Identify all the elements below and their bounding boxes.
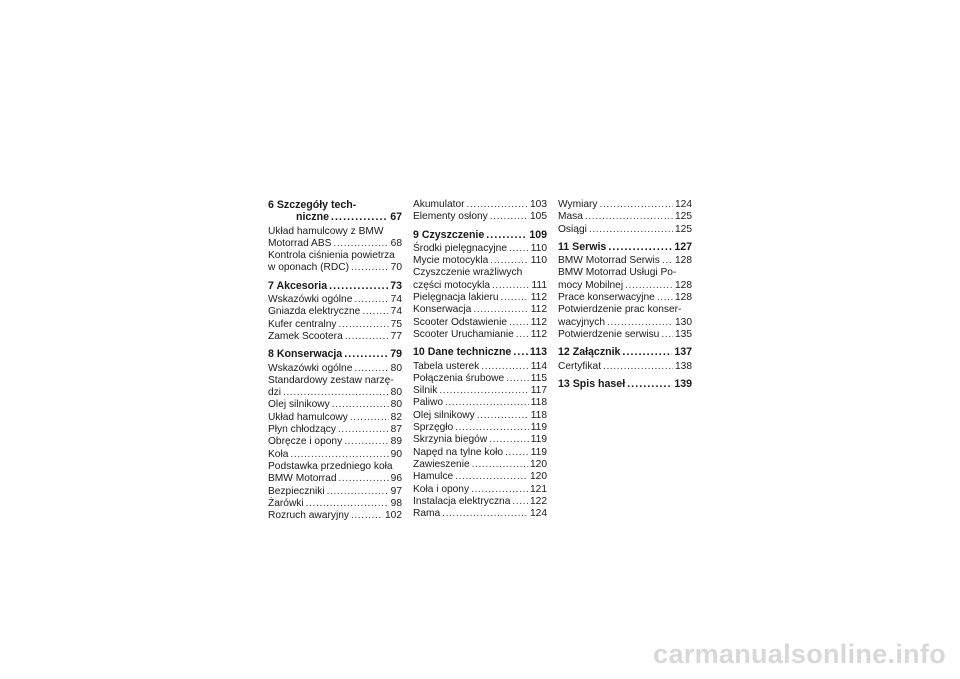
toc-entry-row — [268, 449, 402, 461]
toc-entry-title: Wymiary — [558, 199, 598, 210]
dot-leader — [506, 373, 529, 385]
toc-entry-title-line: Kontrola ciśnienia powietrza — [268, 250, 395, 262]
toc-entry-title: Środki pielęgnacyjne — [413, 242, 508, 254]
toc-page-number: 130 — [675, 316, 692, 328]
toc-entry-row — [558, 317, 692, 329]
toc-entry-title: Płyn chłodzący — [268, 424, 336, 436]
toc-page-number: 102 — [385, 510, 402, 522]
toc-entry-title: Scooter Uruchamianie — [413, 328, 514, 340]
toc-entry-row — [268, 348, 402, 360]
toc-entry[interactable] — [413, 361, 547, 373]
toc-entry-row — [268, 473, 402, 485]
toc-page-number: 113 — [529, 346, 547, 359]
toc-entry-title-line: Potwierdzenie prac konser- — [558, 304, 682, 316]
dot-leader — [477, 410, 529, 422]
dot-leader — [607, 317, 673, 329]
toc-page-number: 127 — [674, 240, 692, 253]
toc-entry[interactable] — [413, 397, 547, 409]
dot-leader — [329, 280, 388, 292]
dot-leader — [445, 397, 529, 409]
toc-entry[interactable] — [558, 255, 692, 267]
toc-entry[interactable] — [268, 449, 402, 461]
toc-entry-title: Wskazówki ogólne — [268, 294, 353, 306]
toc-entry-row — [413, 317, 547, 329]
toc-entry-row — [413, 361, 547, 373]
dot-leader — [331, 211, 388, 223]
toc-page-number: 109 — [529, 228, 547, 241]
toc-entry-row — [413, 346, 547, 358]
toc-entry-title: Silnik — [413, 385, 438, 397]
toc-entry-title: Napęd na tylne koło — [413, 446, 504, 458]
toc-entry-row — [268, 306, 402, 318]
dot-leader — [455, 422, 529, 434]
dot-leader — [344, 436, 388, 448]
toc-entry[interactable] — [268, 461, 402, 486]
toc-page-number: 125 — [675, 223, 692, 235]
toc-entry[interactable] — [268, 250, 402, 275]
toc-entry[interactable] — [268, 375, 402, 400]
toc-page-number: 125 — [675, 211, 692, 223]
toc-entry-row — [413, 422, 547, 434]
toc-entry-title: Zamek Scootera — [268, 330, 343, 342]
toc-page-number: 115 — [530, 372, 547, 384]
toc-entry-title: Sprzęgło — [413, 422, 454, 434]
toc-page-number: 96 — [390, 473, 402, 485]
toc-entry-row — [558, 361, 692, 373]
toc-entry[interactable] — [268, 306, 402, 318]
toc-entry-title: 9 Czyszczenie — [413, 228, 485, 241]
toc-page-number: 74 — [390, 306, 402, 318]
toc-entry-title: Pielęgnacja lakieru — [413, 292, 499, 304]
toc-entry-title: Hamulce — [413, 471, 454, 483]
dot-leader — [471, 484, 528, 496]
dot-leader — [290, 449, 388, 461]
toc-entry-row — [413, 211, 547, 223]
toc-page-number: 121 — [530, 483, 547, 495]
toc-page-number: 138 — [675, 360, 692, 372]
dot-leader — [509, 317, 529, 329]
toc-entry-row — [268, 412, 402, 424]
toc-chapter-heading[interactable] — [268, 280, 402, 292]
toc-entry[interactable] — [413, 484, 547, 496]
toc-page-number: 73 — [390, 279, 402, 292]
dot-leader — [439, 385, 528, 397]
dot-leader — [344, 348, 388, 360]
toc-entry[interactable] — [268, 226, 402, 251]
toc-page-number: 110 — [530, 255, 547, 267]
toc-entry-title: dzi — [268, 387, 282, 399]
toc-page-number: 79 — [390, 348, 402, 361]
toc-chapter-heading[interactable] — [268, 199, 402, 224]
toc-entry-row — [413, 292, 547, 304]
toc-column-2 — [413, 199, 547, 520]
toc-entry-row — [413, 255, 547, 267]
toc-entry[interactable] — [268, 399, 402, 411]
dot-leader — [501, 292, 529, 304]
toc-entry-title: Rama — [413, 508, 441, 520]
toc-entry-title: Paliwo — [413, 397, 444, 409]
toc-entry-title: Mycie motocykla — [413, 255, 489, 267]
toc-entry-row — [413, 508, 547, 520]
dot-leader — [350, 412, 389, 424]
toc-entry-title: BMW Motorrad Serwis — [558, 255, 660, 267]
toc-page-number: 80 — [390, 399, 402, 411]
toc-page-number: 80 — [390, 387, 402, 399]
toc-entry[interactable] — [558, 292, 692, 304]
toc-page-number: 119 — [530, 422, 547, 434]
toc-entry[interactable] — [413, 317, 547, 329]
toc-page-number: 98 — [390, 497, 402, 509]
dot-leader — [339, 473, 389, 485]
toc-entry-row — [268, 319, 402, 331]
dot-leader — [505, 447, 529, 459]
toc-page-number: 112 — [530, 316, 547, 328]
toc-entry-row — [558, 255, 692, 267]
toc-entry-title: 13 Spis haseł — [558, 377, 626, 390]
toc-entry-title: Instalacja elektryczna — [413, 495, 511, 507]
toc-entry-title: Koła i opony — [413, 483, 470, 495]
dot-leader — [442, 508, 528, 520]
toc-entry[interactable] — [558, 267, 692, 292]
toc-entry-row — [268, 399, 402, 411]
toc-page-number: 118 — [530, 397, 547, 409]
toc-entry[interactable] — [413, 434, 547, 446]
toc-entry-title-line: Standardowy zestaw narzę- — [268, 374, 394, 386]
toc-entry[interactable] — [413, 329, 547, 341]
toc-entry-title-line: BMW Motorrad Usługi Po- — [558, 267, 677, 279]
toc-entry-row — [268, 262, 402, 274]
toc-chapter-heading[interactable] — [413, 346, 547, 358]
toc-entry-row — [558, 292, 692, 304]
toc-entry[interactable] — [413, 304, 547, 316]
toc-entry[interactable] — [413, 459, 547, 471]
toc-entry-row — [268, 387, 402, 399]
dot-leader — [512, 496, 528, 508]
dot-leader — [516, 329, 529, 341]
toc-entry[interactable] — [413, 255, 547, 267]
dot-leader — [585, 211, 673, 223]
toc-entry[interactable] — [413, 508, 547, 520]
toc-page-number: 82 — [390, 411, 402, 423]
dot-leader — [455, 471, 528, 483]
toc-page-number: 97 — [390, 485, 402, 497]
toc-entry-title: Tabela usterek — [413, 360, 480, 372]
toc-entry-row — [413, 447, 547, 459]
dot-leader — [473, 304, 528, 316]
toc-entry[interactable] — [413, 447, 547, 459]
dot-leader — [354, 363, 388, 375]
toc-page-number: 89 — [390, 436, 402, 448]
toc-entry-title: 7 Akcesoria — [268, 279, 328, 292]
toc-entry[interactable] — [268, 424, 402, 436]
dot-leader — [283, 387, 389, 399]
dot-leader — [492, 280, 530, 292]
toc-entry-title: Scooter Odstawienie — [413, 316, 508, 328]
toc-entry[interactable] — [268, 319, 402, 331]
toc-page-number: 112 — [530, 304, 547, 316]
toc-page-number: 112 — [530, 292, 547, 304]
dot-leader — [332, 399, 389, 411]
toc-entry-row — [558, 346, 692, 358]
toc-page-number: 128 — [675, 279, 692, 291]
dot-leader — [490, 211, 528, 223]
toc-entry[interactable] — [268, 294, 402, 306]
toc-entry-row — [413, 385, 547, 397]
toc-entry[interactable] — [413, 385, 547, 397]
toc-entry[interactable] — [558, 224, 692, 236]
toc-entry-row — [268, 510, 402, 522]
dot-leader — [472, 459, 528, 471]
dot-leader — [306, 498, 389, 510]
toc-entry-title: 8 Konserwacja — [268, 348, 343, 361]
toc-page-number: 139 — [674, 377, 692, 390]
toc-entry-row — [268, 486, 402, 498]
toc-entry-title: Układ hamulcowy — [268, 411, 348, 423]
toc-entry-row — [268, 211, 402, 223]
toc-entry[interactable] — [413, 373, 547, 385]
dot-leader — [625, 280, 673, 292]
toc-page-number: 117 — [530, 385, 547, 397]
toc-page-number: 112 — [530, 328, 547, 340]
toc-page-number: 75 — [390, 318, 402, 330]
toc-page-number: 74 — [390, 294, 402, 306]
toc-entry[interactable] — [268, 331, 402, 343]
toc-entry-row — [558, 241, 692, 253]
toc-entry-row — [413, 199, 547, 211]
toc-entry[interactable] — [268, 498, 402, 510]
toc-entry-title: Osiągi — [558, 223, 587, 235]
toc-entry-row — [413, 373, 547, 385]
dot-leader — [481, 361, 528, 373]
toc-entry-row — [413, 496, 547, 508]
toc-page-number: 114 — [530, 360, 547, 372]
toc-entry-title-line: Układ hamulcowy z BMW — [268, 225, 384, 237]
toc-entry-title: 10 Dane techniczne — [413, 346, 512, 359]
dot-leader — [333, 238, 388, 250]
toc-entry-title: Elementy osłony — [413, 211, 488, 223]
toc-entry-title: mocy Mobilnej — [558, 279, 624, 291]
watermark: carmanualsonline.info — [653, 639, 946, 669]
toc-entry-title: BMW Motorrad — [268, 473, 337, 485]
toc-entry-row — [268, 436, 402, 448]
toc-entry[interactable] — [558, 304, 692, 329]
dot-leader — [339, 319, 389, 331]
toc-chapter-heading[interactable] — [268, 348, 402, 360]
toc-entry-title: Olej silnikowy — [268, 399, 330, 411]
toc-entry-row — [413, 484, 547, 496]
toc-entry-row — [268, 498, 402, 510]
toc-entry-title-line: 6 Szczegóły tech- — [268, 199, 357, 211]
toc-entry[interactable] — [413, 211, 547, 223]
toc-page-number: 111 — [531, 279, 547, 291]
toc-entry-title: 11 Serwis — [558, 240, 607, 253]
dot-leader — [351, 262, 389, 274]
toc-entry[interactable] — [268, 486, 402, 498]
toc-entry-row — [413, 397, 547, 409]
toc-entry-row — [268, 331, 402, 343]
toc-entry-row — [268, 238, 402, 250]
toc-entry[interactable] — [413, 267, 547, 292]
toc-entry-title: Bezpieczniki — [268, 485, 325, 497]
dot-leader — [662, 255, 673, 267]
toc-entry[interactable] — [268, 510, 402, 522]
toc-entry[interactable] — [268, 412, 402, 424]
toc-entry[interactable] — [558, 361, 692, 373]
toc-entry-title: Obręcze i opony — [268, 436, 343, 448]
toc-chapter-heading[interactable] — [558, 241, 692, 253]
toc-entry-row — [268, 294, 402, 306]
toc-page-number: 124 — [530, 508, 547, 520]
dot-leader — [362, 306, 388, 318]
dot-leader — [338, 424, 389, 436]
dot-leader — [603, 361, 673, 373]
toc-entry[interactable] — [413, 243, 547, 255]
dot-leader — [345, 331, 389, 343]
toc-entry-title-line: Podstawka przedniego koła — [268, 460, 393, 472]
toc-page-number: 119 — [530, 446, 547, 458]
toc-page-number: 119 — [530, 434, 547, 446]
toc-page-number: 122 — [530, 495, 547, 507]
toc-entry-title: Połączenia śrubowe — [413, 372, 505, 384]
toc-entry[interactable] — [413, 471, 547, 483]
toc-entry-row — [268, 424, 402, 436]
toc-entry-row — [413, 229, 547, 241]
dot-leader — [351, 510, 383, 522]
toc-entry-row — [558, 211, 692, 223]
toc-entry-title: Koła — [268, 448, 289, 460]
dot-leader — [486, 229, 527, 241]
toc-entry-row — [413, 471, 547, 483]
toc-entry-row — [558, 378, 692, 390]
toc-page-number: 70 — [390, 262, 402, 274]
toc-chapter-heading[interactable] — [558, 346, 692, 358]
dot-leader — [608, 241, 672, 253]
toc-entry-title-line: Czyszczenie wrażliwych — [413, 267, 523, 279]
dot-leader — [657, 292, 673, 304]
toc-entry-title: Żarówki — [268, 497, 304, 509]
toc-entry-title: Konserwacja — [413, 304, 472, 316]
toc-entry-row — [558, 224, 692, 236]
toc-entry-title: wacyjnych — [558, 316, 605, 328]
toc-page-number: 128 — [675, 292, 692, 304]
toc-entry-row — [413, 434, 547, 446]
toc-page-number: 118 — [530, 409, 547, 421]
toc-entry-title: Olej silnikowy — [413, 409, 475, 421]
toc-chapter-heading[interactable] — [413, 229, 547, 241]
dot-leader — [354, 294, 388, 306]
dot-leader — [600, 199, 673, 211]
toc-entry-title: w oponach (RDC) — [268, 262, 349, 274]
dot-leader — [622, 346, 672, 358]
toc-entry-title: Prace konserwacyjne — [558, 292, 655, 304]
toc-page-number: 77 — [390, 330, 402, 342]
toc-entry-title: Certyfikat — [558, 360, 602, 372]
toc-page-number: 103 — [530, 199, 547, 210]
toc-entry-row — [558, 329, 692, 341]
toc-entry-row — [413, 329, 547, 341]
toc-page-number: 120 — [530, 471, 547, 483]
toc-page-number: 87 — [390, 424, 402, 436]
toc-entry-row — [413, 243, 547, 255]
toc-entry-title: Skrzynia biegów — [413, 434, 488, 446]
toc-entry[interactable] — [268, 436, 402, 448]
toc-page-number: 124 — [675, 199, 692, 210]
dot-leader — [327, 486, 389, 498]
dot-leader — [509, 243, 529, 255]
toc-chapter-heading[interactable] — [558, 378, 692, 390]
toc-column-1 — [268, 199, 402, 522]
toc-page-number: 67 — [390, 211, 402, 224]
toc-page-number: 80 — [390, 362, 402, 374]
toc-entry-row — [413, 304, 547, 316]
toc-page-number: 68 — [390, 237, 402, 249]
toc-entry[interactable] — [413, 422, 547, 434]
toc-entry[interactable] — [413, 292, 547, 304]
toc-page-number: 137 — [674, 346, 692, 359]
toc-entry-title: Kufer centralny — [268, 318, 337, 330]
toc-entry-title: Potwierdzenie serwisu — [558, 328, 660, 340]
toc-entry-title: części motocykla — [413, 279, 490, 291]
toc-entry-row — [413, 410, 547, 422]
toc-entry-title: Gniazda elektryczne — [268, 306, 361, 318]
toc-entry-title: Motorrad ABS — [268, 237, 332, 249]
toc-page-number: 110 — [530, 242, 547, 254]
toc-entry-row — [558, 280, 692, 292]
toc-entry[interactable] — [413, 410, 547, 422]
toc-page-number: 120 — [530, 458, 547, 470]
toc-entry-title: Masa — [558, 211, 583, 223]
toc-entry-title: niczne — [296, 211, 329, 224]
toc-entry-row — [268, 363, 402, 375]
toc-page-number: 128 — [675, 255, 692, 267]
toc-entry[interactable] — [558, 329, 692, 341]
toc-page-number: 105 — [530, 211, 547, 223]
toc-column-3 — [558, 199, 692, 392]
toc-entry-row — [268, 280, 402, 292]
toc-entry-title: Rozruch awaryjny — [268, 510, 349, 522]
toc-entry[interactable] — [413, 496, 547, 508]
dot-leader — [661, 329, 673, 341]
dot-leader — [467, 199, 528, 211]
toc-entry-title: Zawieszenie — [413, 458, 470, 470]
dot-leader — [490, 255, 528, 267]
toc-entry-row — [558, 199, 692, 211]
toc-entry-row — [413, 459, 547, 471]
toc-entry-title: 12 Załącznik — [558, 346, 621, 359]
toc-page-number: 90 — [390, 448, 402, 460]
toc-entry[interactable] — [558, 211, 692, 223]
toc-entry[interactable] — [268, 363, 402, 375]
toc-entry[interactable] — [558, 199, 692, 211]
dot-leader — [627, 378, 672, 390]
dot-leader — [589, 224, 673, 236]
dot-leader — [489, 434, 529, 446]
toc-entry-title: Akumulator — [413, 199, 465, 210]
toc-entry-title: Wskazówki ogólne — [268, 362, 353, 374]
toc-entry-row — [413, 280, 547, 292]
dot-leader — [513, 346, 528, 358]
toc-page-number: 135 — [675, 328, 692, 340]
toc-entry[interactable] — [413, 199, 547, 211]
